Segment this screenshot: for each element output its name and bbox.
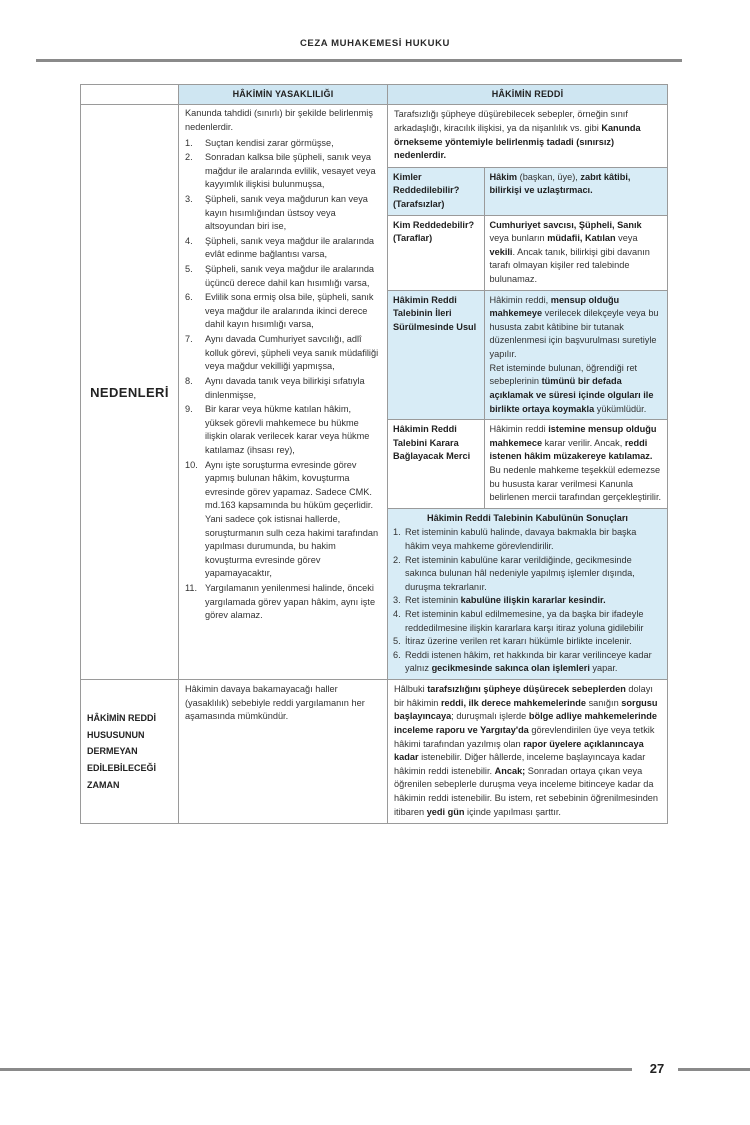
subtable-row-karar xyxy=(388,420,667,509)
list-item: 3. Ret isteminin kabulüne ilişkin kararlar kesindir. xyxy=(393,595,606,606)
list-item: 6. Evlilik sona ermiş olsa bile, şüpheli, sanık veya mağdur ile aralarında ikinci derece dahil kayın hısımlığı varsa, xyxy=(185,292,374,330)
results-list xyxy=(393,526,662,676)
row-zaman xyxy=(81,680,668,824)
row-label-nedenleri: NEDENLERİ xyxy=(81,105,179,680)
results-title: Hâkimin Reddi Talebinin Kabulünün Sonuçları xyxy=(427,512,628,523)
list-item: 2. Ret isteminin kabulüne karar verildiğinde, gecikmesinde sakınca bulunan hâl nedeniyle yapılmış işlemler dışında, duruşma tekrarlanır. xyxy=(393,554,635,592)
list-item: 5. İtiraz üzerine verilen ret kararı hükümle birlikte incelenir. xyxy=(393,636,632,647)
subtable-row-kimler xyxy=(388,167,667,215)
list-item: 2. Sonradan kalksa bile şüpheli, sanık veya mağdur ile aralarında evlilik, vesayet veya kayyımlık ilişkisi bulunmuşsa, xyxy=(185,152,376,190)
list-item: 3. Şüpheli, sanık veya mağdurun kan veya kayın hısımlığından üstsoy veya altsoyundan biri ise, xyxy=(185,193,368,232)
question-kim: Kim Reddedebilir? (Taraflar) xyxy=(388,215,484,290)
footer-rule xyxy=(678,1068,750,1071)
yasaklilik-zaman-cell: Hâkimin davaya bakamayacağı haller (yasaklılık) sebebiyle reddi yargılamanın her aşamasında mümkündür. xyxy=(179,680,388,824)
answer-usul: Hâkimin reddi, mensup olduğu mahkemeye verilecek dilekçeyle veya bu hususta zabıt kâtibine bir tutanak düzenlenmesi için başvurulması suretiyle yapılır. Ret isteminde bulunan, öğrendiği ret sebeplerinin tümünü bir defada açıklamak ve süresi içinde olguları ile birlikte ortaya koymakla yükümlüdür. xyxy=(484,290,667,419)
row-nedenleri xyxy=(81,105,668,680)
row-label-zaman: HÂKİMİN REDDİ HUSUSUNUN DERMEYAN EDİLEBİLECEĞİ ZAMAN xyxy=(81,680,179,824)
question-kimler: Kimler Reddedilebilir? (Tarafsızlar) xyxy=(388,167,484,215)
list-item: 6. Reddi istenen hâkim, ret hakkında bir karar verilinceye kadar yalnız gecikmesinde sakınca olan işlemleri yapar. xyxy=(393,649,652,674)
yasaklilik-nedenleri-cell xyxy=(179,105,388,680)
comparison-table xyxy=(80,84,668,824)
answer-karar: Hâkimin reddi istemine mensup olduğu mahkemece karar verilir. Ancak, reddi istenen hâkim müzakereye katılamaz. Bu nedenle mahkeme teşekkül edemezse bu hususta karar verilmesi Kanunla belirlenen mercii tarafından gerçekleştirilir. xyxy=(484,420,667,509)
yasaklilik-list xyxy=(179,135,387,630)
list-item: 8. Aynı davada tanık veya bilirkişi sıfatıyla dinlenmişse, xyxy=(185,375,365,400)
reddi-zaman-cell: Hâlbuki tarafsızlığını şüpheye düşürecek sebeplerden dolayı bir hâkimin reddi, ilk derece mahkemelerinde sanığın sorgusu başlayıncaya; duruşmalı işlerde bölge adliye mahkemelerinde inceleme raporu ve Yargıtay'da görevlendirilen üye veya tetkik hâkimi tarafından yazılmış olan rapor üyelere açıklanıncaya kadar istenebilir. Diğer hâllerde, inceleme başlayıncaya kadar hâkimin reddi istenebilir. Ancak; Sonradan ortaya çıkan veya öğrenilen sebeplerle duruşma veya inceleme bitinceye kadar da hâkimin reddi istenebilir. Bu istem, ret sebebinin öğrenilmesinden itibaren yedi gün içinde yapılması şarttır. xyxy=(388,680,668,824)
list-item: 1. Ret isteminin kabulü halinde, davaya bakmakla bir başka hâkim veya mahkeme görevlendirilir. xyxy=(393,527,637,551)
running-header: CEZA MUHAKEMESİ HUKUKU xyxy=(299,38,451,49)
reddi-nedenleri-cell xyxy=(388,105,668,680)
list-item: 9. Bir karar veya hükme katılan hâkim, yüksek görevli mahkemece bu hükme ilişkin olarak verilecek karar veya hükme katılamaz (ihsası rey), xyxy=(185,404,370,455)
list-item: 7. Aynı davada Cumhuriyet savcılığı, adlî kolluk görevi, şüpheli veya sanık müdafiliği veya mağdur vekilliği yapmışsa, xyxy=(185,334,379,372)
list-item: 10. Aynı işte soruşturma evresinde görev yapmış bulunan hâkim, kovuşturma evresinde görev yapamaz. Sadece CMK. md.163 kapsamında bu hüküm geçerlidir. Yani sadece çok istisnai hallerde, soruşturmanın sulh ceza hakimi tarafından yapılması durumunda, bu hakim kovuşturma evresinde görev yapamayacaktır, xyxy=(185,459,379,579)
column-header-reddi: HÂKİMİN REDDİ xyxy=(388,85,668,105)
header-rule xyxy=(36,59,682,62)
yasaklilik-intro: Kanunda tahdidi (sınırlı) bir şekilde belirlenmiş nedenlerdir. xyxy=(185,108,373,132)
question-usul: Hâkimin Reddi Talebinin İleri Sürülmesinde Usul xyxy=(388,290,484,419)
reddi-subtable xyxy=(388,167,667,679)
subtable-row-results xyxy=(388,508,667,679)
reddi-intro: Tarafsızlığı şüpheye düşürebilecek sebepler, örneğin sınıf arkadaşlığı, kiracılık ilişkisi, ya da nişanlılık vs. gibi Kanunda örnekseme yöntemiyle belirlenmiş tadadi (sınırsız) nedenlerdir. xyxy=(394,109,641,161)
list-item: 4. Ret isteminin kabul edilmemesine, ya da başka bir ifadeyle reddedilmesine ilişkin kararlara karşı itiraz yoluna gidilebilir xyxy=(393,609,644,633)
question-karar: Hâkimin Reddi Talebini Karara Bağlayacak Merci xyxy=(388,420,484,509)
answer-kim: Cumhuriyet savcısı, Şüpheli, Sanık veya bunların müdafii, Katılan veya vekili. Ancak tanık, bilirkişi gibi davanın tarafı olmayan kişiler red talebinde bulunamaz. xyxy=(484,215,667,290)
header-corner-cell xyxy=(81,85,179,105)
results-box xyxy=(388,508,667,679)
list-item: 5. Şüpheli, sanık veya mağdur ile aralarında üçüncü derece dahil kan hısımlığı varsa, xyxy=(185,264,375,288)
list-item: 1. Suçtan kendisi zarar görmüşse, xyxy=(185,137,334,148)
list-item: 4. Şüpheli, sanık veya mağdur ile aralarında evlât edinme bağlantısı varsa, xyxy=(185,235,375,260)
subtable-row-usul xyxy=(388,290,667,419)
footer-rule xyxy=(0,1068,632,1071)
subtable-row-kim xyxy=(388,215,667,290)
page-number: 27 xyxy=(649,1061,665,1076)
answer-kimler: Hâkim (başkan, üye), zabıt kâtibi, bilirkişi ve uzlaştırmacı. xyxy=(484,167,667,215)
table-header-row xyxy=(81,85,668,105)
column-header-yasakliligi: HÂKİMİN YASAKLILIĞI xyxy=(179,85,388,105)
list-item: 11. Yargılamanın yenilenmesi halinde, önceki yargılamada görev yapan hâkim, aynı işte görev alamaz. xyxy=(185,583,376,621)
